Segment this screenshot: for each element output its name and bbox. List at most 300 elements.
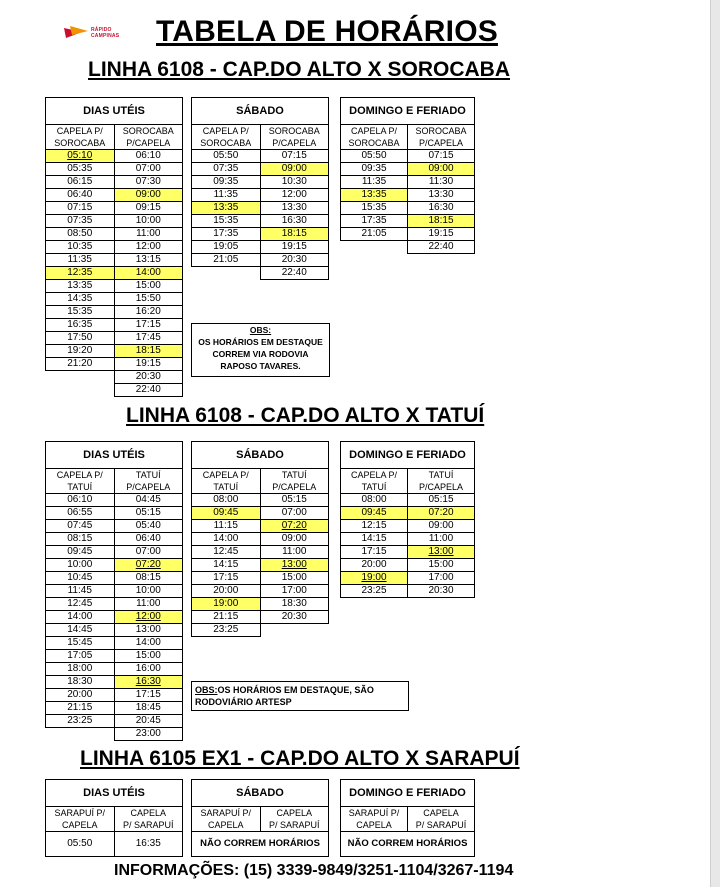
table-row — [192, 202, 329, 215]
no-service-note: NÃO CORREM HORÁRIOS — [192, 832, 329, 857]
time-cell: 18:15 — [260, 228, 329, 241]
column-header: TATUÍ — [260, 469, 329, 482]
column-header: P/ SARAPUÍ — [114, 819, 183, 832]
time-cell: 11:00 — [114, 598, 183, 611]
time-cell: 19:00 — [192, 598, 261, 611]
time-cell: 15:35 — [341, 202, 408, 215]
time-cell: 09:35 — [192, 176, 261, 189]
column-header-row — [192, 469, 329, 482]
column-header: SOROCABA — [341, 137, 408, 150]
column-header: SOROCABA — [46, 137, 115, 150]
logo-text-line1: RÁPIDO — [91, 27, 112, 33]
table-row — [192, 163, 329, 176]
table-row — [192, 624, 329, 637]
time-cell: 11:00 — [260, 546, 329, 559]
time-cell: 08:15 — [46, 533, 115, 546]
empty-cell — [46, 384, 115, 397]
column-header: P/CAPELA — [260, 481, 329, 494]
table-row — [46, 163, 183, 176]
time-cell: 20:30 — [408, 585, 475, 598]
contact-info: INFORMAÇÕES: (15) 3339-9849/3251-1104/3267-1194 — [114, 862, 514, 879]
note-box-tatui — [191, 681, 409, 711]
schedule-table — [191, 124, 329, 280]
table-row — [46, 494, 183, 507]
time-cell: 14:00 — [114, 637, 183, 650]
table-row — [192, 189, 329, 202]
table-row — [46, 650, 183, 663]
table-row — [46, 598, 183, 611]
time-cell: 13:30 — [408, 189, 475, 202]
table-row — [192, 585, 329, 598]
column-header: TATUÍ — [192, 481, 261, 494]
schedule-table — [45, 124, 183, 397]
time-cell: 22:40 — [114, 384, 183, 397]
column-header-row — [46, 807, 183, 820]
column-header-row — [341, 807, 475, 820]
table-row — [46, 676, 183, 689]
table-row — [341, 520, 475, 533]
column-header: CAPELA P/ — [192, 469, 261, 482]
time-cell: 09:45 — [46, 546, 115, 559]
table-row — [192, 215, 329, 228]
column-header: TATUÍ — [408, 469, 475, 482]
header-sabado-sarapui: SÁBADO — [191, 779, 329, 807]
table-row — [46, 267, 183, 280]
table-row — [46, 689, 183, 702]
table-row — [192, 520, 329, 533]
time-cell: 13:00 — [260, 559, 329, 572]
header-domingo-tatui: DOMINGO E FERIADO — [340, 441, 475, 469]
table-row — [46, 293, 183, 306]
table-row — [46, 384, 183, 397]
column-header: TATUÍ — [341, 481, 408, 494]
time-cell: 13:35 — [46, 280, 115, 293]
time-cell: 07:20 — [408, 507, 475, 520]
time-cell: 11:35 — [341, 176, 408, 189]
table-row — [192, 176, 329, 189]
time-cell: 16:30 — [114, 676, 183, 689]
time-cell: 11:00 — [408, 533, 475, 546]
time-cell: 19:15 — [260, 241, 329, 254]
table-row — [46, 715, 183, 728]
table-row — [46, 663, 183, 676]
time-cell: 07:15 — [408, 150, 475, 163]
column-header: CAPELA P/ — [192, 125, 261, 138]
time-cell: 16:30 — [260, 215, 329, 228]
column-header: CAPELA P/ — [341, 469, 408, 482]
table-row — [341, 832, 475, 857]
time-cell: 09:00 — [260, 533, 329, 546]
time-cell: 06:10 — [114, 150, 183, 163]
table-row — [46, 241, 183, 254]
time-cell: 06:40 — [114, 533, 183, 546]
time-cell: 12:45 — [46, 598, 115, 611]
empty-cell — [46, 728, 115, 741]
time-cell: 22:40 — [260, 267, 329, 280]
time-cell: 13:35 — [341, 189, 408, 202]
column-header: SOROCABA — [408, 125, 475, 138]
table-row — [46, 585, 183, 598]
column-header: P/CAPELA — [114, 137, 183, 150]
time-cell: 20:00 — [192, 585, 261, 598]
logo-text-line2: CAMPINAS — [91, 33, 120, 39]
time-cell: 17:15 — [341, 546, 408, 559]
column-header: P/ SARAPUÍ — [260, 819, 329, 832]
time-cell: 14:00 — [114, 267, 183, 280]
time-cell: 19:05 — [192, 241, 261, 254]
time-cell: 13:00 — [408, 546, 475, 559]
time-cell: 08:15 — [114, 572, 183, 585]
time-cell: 21:15 — [46, 702, 115, 715]
time-cell: 15:45 — [46, 637, 115, 650]
note-label: OBS: — [195, 685, 218, 695]
table-row — [192, 598, 329, 611]
time-cell: 17:35 — [341, 215, 408, 228]
table-row — [46, 332, 183, 345]
time-cell: 23:25 — [46, 715, 115, 728]
time-cell: 16:20 — [114, 306, 183, 319]
header-dias-uteis-sarapui: DIAS UTÉIS — [45, 779, 183, 807]
time-cell: 05:15 — [408, 494, 475, 507]
time-cell: 10:35 — [46, 241, 115, 254]
column-header-row — [341, 819, 475, 832]
table-row — [46, 202, 183, 215]
time-cell: 09:35 — [341, 163, 408, 176]
column-header: SOROCABA — [260, 125, 329, 138]
column-header-row — [192, 137, 329, 150]
time-cell: 05:50 — [192, 150, 261, 163]
table-row — [46, 702, 183, 715]
time-cell: 13:35 — [192, 202, 261, 215]
table-row — [46, 306, 183, 319]
column-header: P/CAPELA — [260, 137, 329, 150]
time-cell: 21:20 — [46, 358, 115, 371]
time-cell: 20:30 — [114, 371, 183, 384]
time-cell: 18:45 — [114, 702, 183, 715]
table-row — [341, 241, 475, 254]
time-cell: 16:30 — [408, 202, 475, 215]
column-header: CAPELA — [408, 807, 475, 820]
time-cell: 07:35 — [192, 163, 261, 176]
time-cell: 13:00 — [114, 624, 183, 637]
empty-cell — [46, 371, 115, 384]
time-cell: 10:30 — [260, 176, 329, 189]
note-line: RAPOSO TAVARES. — [220, 361, 301, 371]
page-title: TABELA DE HORÁRIOS — [156, 15, 498, 48]
time-cell: 09:45 — [341, 507, 408, 520]
time-cell: 04:45 — [114, 494, 183, 507]
note-line: OS HORÁRIOS EM DESTAQUE — [198, 337, 323, 347]
schedule-table — [340, 468, 475, 598]
table-row — [46, 358, 183, 371]
time-cell: 15:00 — [114, 280, 183, 293]
header-sabado-tatui: SÁBADO — [191, 441, 329, 469]
time-cell: 13:30 — [260, 202, 329, 215]
note-line: RODOVIÁRIO ARTESP — [195, 697, 292, 707]
table-row — [46, 507, 183, 520]
time-cell: 12:15 — [341, 520, 408, 533]
time-cell: 08:00 — [192, 494, 261, 507]
time-cell: 07:00 — [114, 546, 183, 559]
time-cell: 20:00 — [341, 559, 408, 572]
empty-cell — [341, 241, 408, 254]
time-cell: 15:00 — [260, 572, 329, 585]
time-cell: 17:50 — [46, 332, 115, 345]
table-row — [46, 215, 183, 228]
time-cell: 15:35 — [46, 306, 115, 319]
header-dias-uteis-tatui: DIAS UTÉIS — [45, 441, 183, 469]
table-row — [46, 280, 183, 293]
time-cell: 06:15 — [46, 176, 115, 189]
column-header-row — [341, 481, 475, 494]
time-cell: 05:50 — [341, 150, 408, 163]
time-cell: 15:35 — [192, 215, 261, 228]
column-header-row — [46, 469, 183, 482]
column-header: CAPELA — [341, 819, 408, 832]
table-row — [341, 572, 475, 585]
note-line: CORREM VIA RODOVIA — [212, 349, 309, 359]
time-cell: 09:45 — [192, 507, 261, 520]
time-cell: 18:30 — [46, 676, 115, 689]
time-cell: 09:00 — [408, 163, 475, 176]
column-header: CAPELA P/ — [46, 469, 115, 482]
time-cell: 05:10 — [46, 150, 115, 163]
time-cell: 18:15 — [408, 215, 475, 228]
time-cell: 11:00 — [114, 228, 183, 241]
time-cell: 06:10 — [46, 494, 115, 507]
time-cell: 06:40 — [46, 189, 115, 202]
header-dias-uteis-sorocaba: DIAS UTÉIS — [45, 97, 183, 125]
time-cell: 07:15 — [260, 150, 329, 163]
column-header-row — [192, 819, 329, 832]
table-row — [192, 611, 329, 624]
time-cell: 17:15 — [192, 572, 261, 585]
table-row — [341, 202, 475, 215]
time-cell: 12:00 — [260, 189, 329, 202]
table-row — [192, 267, 329, 280]
column-header-row — [46, 125, 183, 138]
table-row — [46, 319, 183, 332]
column-header-row — [46, 819, 183, 832]
time-cell: 20:00 — [46, 689, 115, 702]
time-cell: 17:00 — [260, 585, 329, 598]
time-cell: 14:45 — [46, 624, 115, 637]
time-cell: 21:05 — [341, 228, 408, 241]
time-cell: 07:15 — [46, 202, 115, 215]
time-cell: 10:45 — [46, 572, 115, 585]
column-header-row — [341, 137, 475, 150]
table-row — [192, 559, 329, 572]
time-cell: 17:45 — [114, 332, 183, 345]
section-title-sorocaba: LINHA 6108 - CAP.DO ALTO X SOROCABA — [88, 58, 511, 81]
table-row — [192, 572, 329, 585]
time-cell: 23:25 — [192, 624, 261, 637]
time-cell: 17:15 — [114, 319, 183, 332]
table-row — [341, 494, 475, 507]
time-cell: 23:25 — [341, 585, 408, 598]
time-cell: 20:30 — [260, 254, 329, 267]
time-cell: 19:15 — [114, 358, 183, 371]
table-row — [341, 215, 475, 228]
empty-cell — [192, 267, 261, 280]
time-cell: 15:50 — [114, 293, 183, 306]
time-cell: 12:35 — [46, 267, 115, 280]
time-cell: 06:55 — [46, 507, 115, 520]
column-header: CAPELA P/ — [46, 125, 115, 138]
time-cell: 10:00 — [114, 215, 183, 228]
table-row — [46, 176, 183, 189]
time-cell: 07:00 — [260, 507, 329, 520]
column-header: CAPELA — [260, 807, 329, 820]
table-row — [46, 832, 183, 857]
time-cell: 11:45 — [46, 585, 115, 598]
time-cell: 09:00 — [408, 520, 475, 533]
table-row — [341, 150, 475, 163]
time-cell: 18:00 — [46, 663, 115, 676]
table-row — [46, 637, 183, 650]
column-header-row — [192, 807, 329, 820]
column-header-row — [341, 125, 475, 138]
time-cell: 19:20 — [46, 345, 115, 358]
table-row — [341, 546, 475, 559]
table-row — [341, 163, 475, 176]
table-row — [46, 611, 183, 624]
schedule-table — [191, 806, 329, 857]
table-row — [341, 585, 475, 598]
table-row — [192, 228, 329, 241]
column-header: P/CAPELA — [114, 481, 183, 494]
time-cell: 23:00 — [114, 728, 183, 741]
table-row — [46, 546, 183, 559]
table-row — [46, 533, 183, 546]
time-cell: 15:00 — [114, 650, 183, 663]
time-cell: 14:00 — [192, 533, 261, 546]
table-row — [192, 533, 329, 546]
header-domingo-sorocaba: DOMINGO E FERIADO — [340, 97, 475, 125]
column-header: SOROCABA — [114, 125, 183, 138]
column-header: P/CAPELA — [408, 137, 475, 150]
column-header: CAPELA — [114, 807, 183, 820]
table-row — [192, 832, 329, 857]
time-cell: 09:15 — [114, 202, 183, 215]
time-cell: 20:30 — [260, 611, 329, 624]
column-header: SARAPUÍ P/ — [46, 807, 115, 820]
column-header-row — [192, 125, 329, 138]
time-cell: 19:00 — [341, 572, 408, 585]
table-row — [192, 546, 329, 559]
time-cell: 05:35 — [46, 163, 115, 176]
time-cell: 07:30 — [114, 176, 183, 189]
column-header: P/CAPELA — [408, 481, 475, 494]
table-row — [192, 241, 329, 254]
time-cell: 20:45 — [114, 715, 183, 728]
time-cell: 17:35 — [192, 228, 261, 241]
table-row — [192, 507, 329, 520]
schedule-table — [340, 806, 475, 857]
time-cell: 09:00 — [260, 163, 329, 176]
column-header: CAPELA P/ — [341, 125, 408, 138]
time-cell: 15:00 — [408, 559, 475, 572]
table-row — [46, 228, 183, 241]
time-cell: 22:40 — [408, 241, 475, 254]
schedule-table — [45, 468, 183, 741]
empty-cell — [260, 624, 329, 637]
section-title-sarapui: LINHA 6105 EX1 - CAP.DO ALTO X SARAPUÍ — [80, 747, 520, 770]
table-row — [46, 345, 183, 358]
table-row — [46, 624, 183, 637]
time-cell: 21:05 — [192, 254, 261, 267]
time-cell: 11:30 — [408, 176, 475, 189]
time-cell: 18:15 — [114, 345, 183, 358]
time-cell: 14:15 — [192, 559, 261, 572]
column-header: P/ SARAPUÍ — [408, 819, 475, 832]
time-cell: 07:00 — [114, 163, 183, 176]
table-row — [192, 494, 329, 507]
time-cell: 16:35 — [114, 832, 183, 857]
section-title-tatui: LINHA 6108 - CAP.DO ALTO X TATUÍ — [126, 404, 485, 427]
table-row — [46, 254, 183, 267]
time-cell: 19:15 — [408, 228, 475, 241]
time-cell: 07:20 — [114, 559, 183, 572]
table-row — [46, 150, 183, 163]
table-row — [341, 189, 475, 202]
time-cell: 08:50 — [46, 228, 115, 241]
column-header-row — [192, 481, 329, 494]
table-row — [341, 228, 475, 241]
time-cell: 12:00 — [114, 611, 183, 624]
time-cell: 08:00 — [341, 494, 408, 507]
time-cell: 17:05 — [46, 650, 115, 663]
time-cell: 21:15 — [192, 611, 261, 624]
table-row — [341, 507, 475, 520]
column-header-row — [46, 481, 183, 494]
note-line: OS HORÁRIOS EM DESTAQUE, SÃO — [217, 685, 374, 695]
time-cell: 11:35 — [192, 189, 261, 202]
time-cell: 11:15 — [192, 520, 261, 533]
time-cell: 11:35 — [46, 254, 115, 267]
column-header: CAPELA — [46, 819, 115, 832]
time-cell: 07:35 — [46, 215, 115, 228]
schedule-table — [45, 806, 183, 857]
time-cell: 05:15 — [260, 494, 329, 507]
table-row — [46, 728, 183, 741]
page-edge — [710, 0, 720, 887]
header-sabado-sorocaba: SÁBADO — [191, 97, 329, 125]
time-cell: 17:00 — [408, 572, 475, 585]
table-row — [46, 520, 183, 533]
table-row — [192, 150, 329, 163]
column-header: TATUÍ — [46, 481, 115, 494]
time-cell: 17:15 — [114, 689, 183, 702]
column-header: CAPELA — [192, 819, 261, 832]
time-cell: 13:15 — [114, 254, 183, 267]
table-row — [192, 254, 329, 267]
time-cell: 05:40 — [114, 520, 183, 533]
table-row — [46, 371, 183, 384]
column-header: TATUÍ — [114, 469, 183, 482]
column-header-row — [46, 137, 183, 150]
time-cell: 18:30 — [260, 598, 329, 611]
time-cell: 10:00 — [114, 585, 183, 598]
no-service-note: NÃO CORREM HORÁRIOS — [341, 832, 475, 857]
logo-swoosh-icon — [64, 26, 88, 40]
time-cell: 12:00 — [114, 241, 183, 254]
table-row — [341, 559, 475, 572]
table-row — [46, 559, 183, 572]
time-cell: 09:00 — [114, 189, 183, 202]
time-cell: 16:35 — [46, 319, 115, 332]
table-row — [341, 533, 475, 546]
